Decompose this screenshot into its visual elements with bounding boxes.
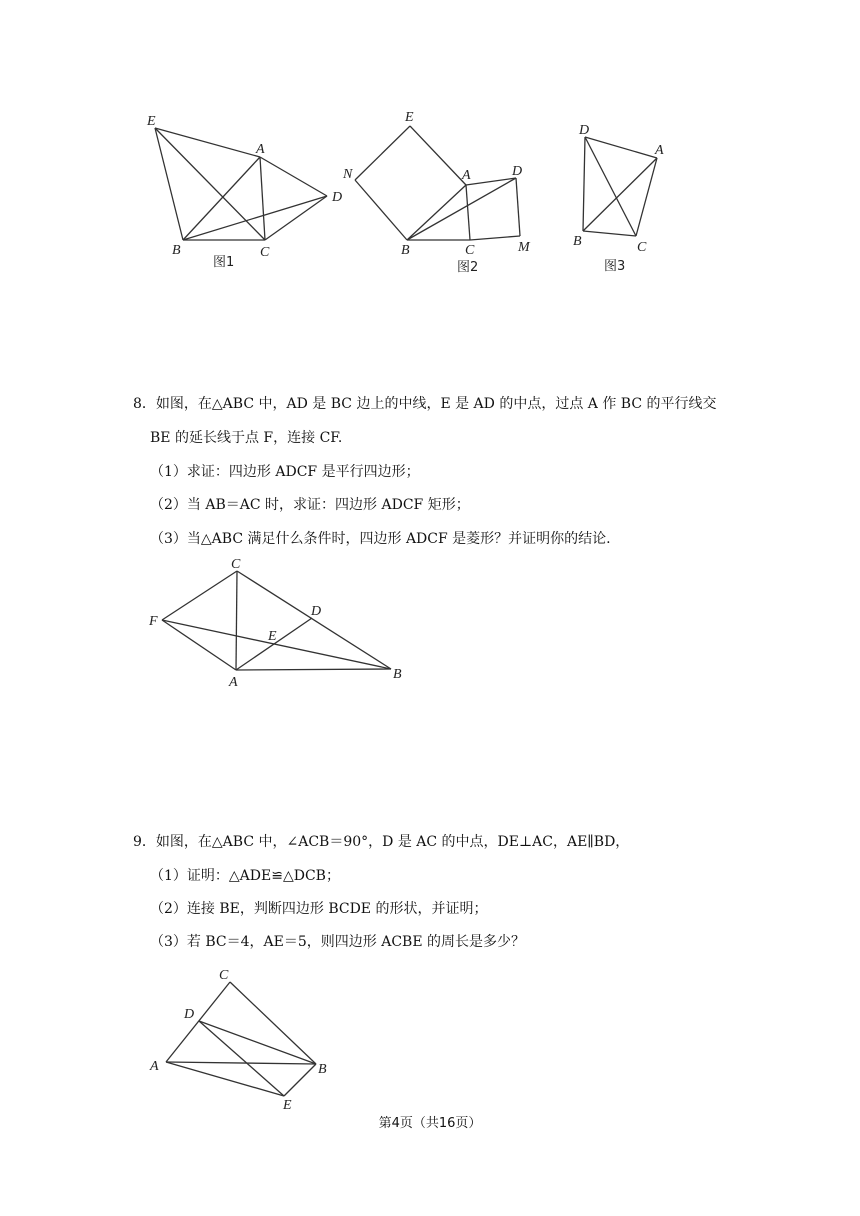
q9-label-e: E <box>283 1098 292 1113</box>
q9-part2: （2）连接 BE，判断四边形 BCDE 的形状，并证明； <box>150 901 488 917</box>
q8-label-d: D <box>311 604 322 619</box>
q8-part1: （1）求证：四边形 ADCF 是平行四边形； <box>150 464 420 480</box>
q9-part3: （3）若 BC＝4，AE＝5，则四边形 ACBE 的周长是多少？ <box>150 934 525 950</box>
fig2-label-e: E <box>405 110 414 125</box>
fig3-label-d: D <box>579 123 590 138</box>
fig1-label-d: D <box>332 190 343 205</box>
fig2-label-b: B <box>401 243 410 258</box>
q8-line1: 8．如图，在△ABC 中，AD 是 BC 边上的中线，E 是 AD 的中点，过点 A 作 BC 的平行线交 <box>133 396 717 412</box>
fig2-label-a: A <box>462 168 471 183</box>
fig2-label-m: M <box>518 240 530 255</box>
fig3-label-a: A <box>655 143 664 158</box>
q9-line1: 9．如图，在△ABC 中，∠ACB＝90°，D 是 AC 的中点，DE⊥AC，AE∥BD， <box>133 834 630 850</box>
q8-label-e: E <box>268 629 277 644</box>
q8-label-c: C <box>231 557 241 572</box>
fig2-label-c: C <box>465 243 475 258</box>
q8-part3: （3）当△ABC 满足什么条件时，四边形 ADCF 是菱形？并证明你的结论. <box>150 531 611 547</box>
q8-label-b: B <box>393 667 402 682</box>
q9-label-a: A <box>150 1059 159 1074</box>
fig3-label-b: B <box>573 234 582 249</box>
q8-label-a: A <box>229 675 238 690</box>
q9-label-c: C <box>219 968 229 983</box>
q9-label-d: D <box>184 1007 195 1022</box>
fig3-label-c: C <box>637 240 647 255</box>
fig1-label-a: A <box>256 142 265 157</box>
q8-line2: BE 的延长线于点 F，连接 CF. <box>150 430 343 446</box>
fig2-label-d: D <box>512 164 523 179</box>
fig1-caption: 图1 <box>213 255 235 270</box>
q9-label-b: B <box>318 1062 327 1077</box>
q8-part2: （2）当 AB＝AC 时，求证：四边形 ADCF 矩形； <box>150 497 470 513</box>
fig1-label-c: C <box>260 245 270 260</box>
fig1-label-b: B <box>172 243 181 258</box>
fig2-label-n: N <box>343 167 353 182</box>
fig3-caption: 图3 <box>604 259 626 274</box>
q8-label-f: F <box>149 614 158 629</box>
q9-part1: （1）证明：△ADE≌△DCB； <box>150 868 340 884</box>
fig2-caption: 图2 <box>457 260 479 275</box>
page-footer: 第4页（共16页） <box>378 1116 482 1131</box>
fig1-label-e: E <box>147 114 156 129</box>
